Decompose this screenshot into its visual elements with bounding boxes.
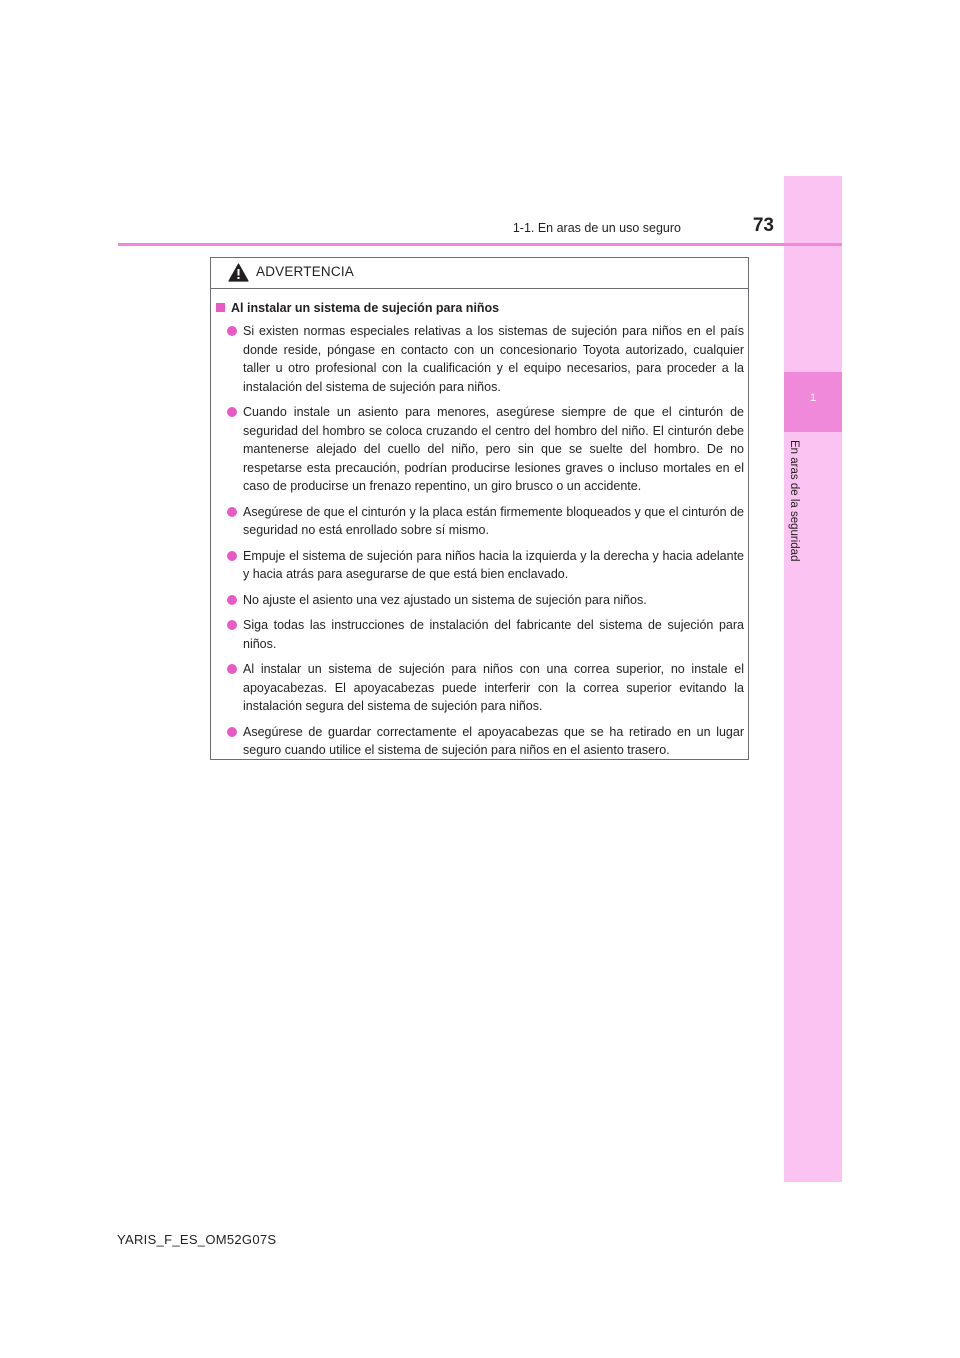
circle-bullet-icon [227, 664, 237, 674]
list-item-text: Al instalar un sistema de sujeción para niños con una correa superior, no instale el apoyacabezas. El apoyacabezas puede interferir con la correa superior evitando la instalación segura del sistema de sujeción para niños. [243, 662, 744, 713]
circle-bullet-icon [227, 595, 237, 605]
chapter-number: 1 [809, 392, 817, 404]
list-item-text: Siga todas las instrucciones de instalación del fabricante del sistema de sujeción para niños. [243, 618, 744, 651]
list-item-text: Empuje el sistema de sujeción para niños hacia la izquierda y la derecha y hacia adelante y hacia atrás para asegurarse de que está bien enclavado. [243, 548, 744, 581]
page-number: 73 [752, 215, 774, 236]
list-item [225, 403, 744, 496]
list-item-text: Asegúrese de guardar correctamente el apoyacabezas que se ha retirado en un lugar seguro cuando utilice el sistema de sujeción para niños en el asiento trasero. [243, 724, 744, 757]
warning-triangle-icon [228, 263, 249, 282]
list-item [225, 616, 744, 653]
header-rule [118, 243, 842, 246]
warning-subheading [216, 301, 499, 315]
list-item-text: No ajuste el asiento una vez ajustado un sistema de sujeción para niños. [243, 592, 647, 607]
list-item [225, 723, 744, 760]
warning-title: ADVERTENCIA [256, 264, 354, 279]
section-title: 1-1. En aras de un uso seguro [512, 221, 681, 235]
warning-box [210, 257, 749, 760]
subheading-text: Al instalar un sistema de sujeción para niños [231, 301, 500, 315]
square-bullet-icon [216, 303, 225, 312]
document-code: YARIS_F_ES_OM52G07S [117, 1232, 277, 1247]
side-index-strip [784, 176, 842, 1182]
list-item-text: Asegúrese de que el cinturón y la placa están firmemente bloqueados y que el cinturón de seguridad no está enrollado sobre sí mismo. [243, 504, 744, 537]
list-item [225, 547, 744, 584]
list-item-text: Cuando instale un asiento para menores, asegúrese siempre de que el cinturón de seguridad del hombro se coloca cruzando el centro del hombro del niño. El cinturón debe mantenerse alejado del cuello del niño, pero sin que se suelte del hombro. De no respetarse esta precaución, podrían producirse lesiones graves o incluso mortales en el caso de producirse un frenazo repentino, un giro brusco o un accidente. [243, 405, 744, 493]
circle-bullet-icon [227, 620, 237, 630]
circle-bullet-icon [227, 551, 237, 561]
circle-bullet-icon [227, 727, 237, 737]
warning-list [225, 322, 744, 767]
warning-header [211, 258, 748, 289]
list-item-text: Si existen normas especiales relativas a los sistemas de sujeción para niños en el país donde reside, póngase en contacto con un concesionario Toyota autorizado, cualquier taller u otro profesional con la cualificación y el equipo necesarios, para proceder a la instalación del sistema de sujeción para niños. [243, 324, 744, 394]
chapter-title: En aras de la seguridad [788, 440, 800, 562]
list-item [225, 660, 744, 716]
list-item [225, 591, 744, 610]
list-item [225, 503, 744, 540]
circle-bullet-icon [227, 326, 237, 336]
circle-bullet-icon [227, 507, 237, 517]
circle-bullet-icon [227, 407, 237, 417]
list-item [225, 322, 744, 396]
